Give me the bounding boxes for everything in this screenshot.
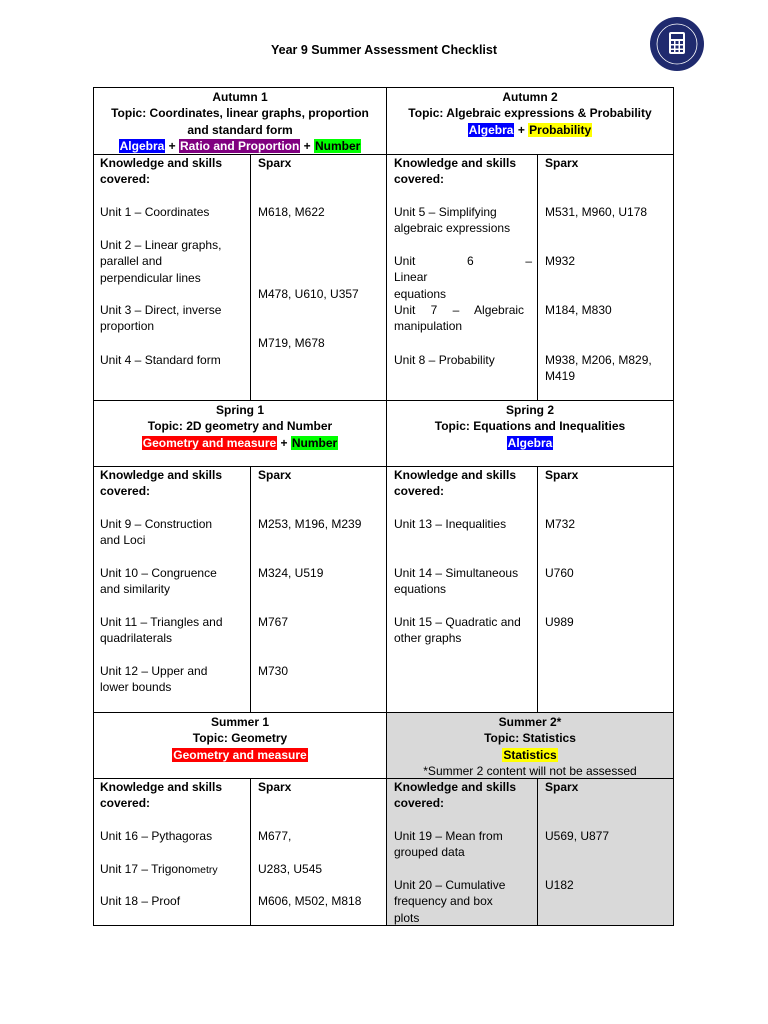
autumn-1-sparx-cell — [250, 154, 387, 401]
unit-8: Unit 8 – Probability — [394, 353, 495, 367]
term-title: Summer 2* — [498, 715, 562, 729]
strand-algebra: Algebra — [507, 435, 553, 450]
strand-number: Number — [291, 435, 338, 450]
sparx-heading: Sparx — [258, 468, 292, 482]
term-title: Summer 1 — [210, 715, 270, 729]
unit-13: Unit 13 – Inequalities — [394, 517, 507, 531]
sparx-heading: Sparx — [545, 468, 579, 482]
unit-7: Unit 7 – Algebraic manipulation — [394, 303, 525, 334]
strand-tags — [387, 435, 673, 451]
spring-2-sparx-cell — [537, 466, 674, 713]
strand-tags: Algebra + Probability — [468, 122, 592, 137]
knowledge-heading: Knowledge and skills covered: — [394, 156, 517, 187]
strand-geometry: Geometry and measure — [142, 435, 277, 450]
knowledge-heading: Knowledge and skills covered: — [394, 780, 517, 811]
unit-16: Unit 16 – Pythagoras — [100, 829, 213, 843]
topic-line-1: Topic: Algebraic expressions & Probability — [408, 106, 652, 121]
sparx-unit-10: M324, U519 — [258, 566, 324, 580]
unit-10: Unit 10 – Congruence and similarity — [100, 566, 217, 597]
term-title: Spring 2 — [505, 403, 554, 417]
term-title: Spring 1 — [215, 403, 264, 417]
unit-17: Unit 17 – Trigonometry — [100, 862, 218, 876]
spring-1-header — [93, 400, 387, 467]
sparx-unit-7: M184, M830 — [545, 303, 612, 317]
spring-2-header — [386, 400, 674, 467]
autumn-1-header — [93, 87, 387, 155]
unit-11: Unit 11 – Triangles and quadrilaterals — [100, 615, 223, 646]
knowledge-heading: Knowledge and skills covered: — [100, 156, 223, 187]
calculator-icon — [649, 16, 705, 72]
unit-3: Unit 3 – Direct, inverse proportion — [100, 303, 222, 334]
topic-line-2: and standard form — [187, 122, 293, 137]
assessment-note: *Summer 2 content will not be assessed — [423, 763, 637, 778]
sparx-unit-19: U569, U877 — [545, 829, 610, 843]
sparx-unit-12: M730 — [258, 664, 289, 678]
unit-18: Unit 18 – Proof — [100, 894, 181, 908]
sparx-unit-4: M719, M678 — [258, 336, 325, 350]
autumn-2-header — [386, 87, 674, 155]
knowledge-heading: Knowledge and skills covered: — [394, 468, 517, 499]
sparx-unit-14: U760 — [545, 566, 574, 580]
sparx-heading: Sparx — [258, 156, 292, 170]
sparx-heading: Sparx — [545, 156, 579, 170]
topic-line-1: Topic: Coordinates, linear graphs, proportion — [111, 106, 369, 121]
strand-tags — [387, 747, 673, 763]
strand-tags — [94, 747, 386, 763]
sparx-unit-9: M253, M196, M239 — [258, 517, 362, 531]
strand-number: Number — [315, 138, 361, 153]
sparx-unit-15: U989 — [545, 615, 574, 629]
unit-2: Unit 2 – Linear graphs, parallel and perpendicular lines — [100, 238, 222, 285]
unit-14: Unit 14 – Simultaneous equations — [394, 566, 519, 597]
document-title: Year 9 Summer Assessment Checklist — [270, 43, 498, 57]
strand-algebra: Algebra — [468, 122, 514, 137]
strand-algebra: Algebra — [119, 138, 165, 153]
topic-line-1: Topic: 2D geometry and Number — [147, 419, 333, 434]
sparx-unit-1: M618, M622 — [258, 205, 325, 219]
summer-1-header — [93, 712, 387, 779]
sparx-unit-16: M677, — [258, 829, 292, 843]
unit-5: Unit 5 – Simplifying algebraic expressions — [394, 205, 511, 236]
strand-ratio: Ratio and Proportion — [180, 138, 300, 153]
topic-line-1: Topic: Equations and Inequalities — [434, 419, 626, 434]
term-title: Autumn 2 — [502, 90, 558, 104]
sparx-heading: Sparx — [545, 780, 579, 794]
unit-4: Unit 4 – Standard form — [100, 353, 221, 367]
strand-statistics: Statistics — [503, 747, 557, 762]
sparx-unit-17: U283, U545 — [258, 862, 323, 876]
sparx-unit-3: M478, U610, U357 — [258, 287, 359, 301]
unit-9: Unit 9 – Construction and Loci — [100, 517, 213, 548]
school-logo — [649, 16, 705, 72]
strand-tags: Algebra + Ratio and Proportion + Number — [119, 138, 361, 153]
unit-19: Unit 19 – Mean from grouped data — [394, 829, 503, 860]
strand-probability: Probability — [529, 122, 592, 137]
sparx-unit-11: M767 — [258, 615, 289, 629]
topic-line-1: Topic: Statistics — [484, 731, 576, 746]
sparx-unit-8: M938, M206, M829, M419 — [545, 353, 652, 384]
sparx-heading: Sparx — [258, 780, 292, 794]
knowledge-heading: Knowledge and skills covered: — [100, 780, 223, 811]
sparx-unit-5: M531, M960, U178 — [545, 205, 648, 219]
strand-tags: Geometry and measure + Number — [142, 435, 338, 450]
topic-line-1: Topic: Geometry — [192, 731, 288, 746]
term-title: Autumn 1 — [212, 90, 268, 104]
sparx-unit-13: M732 — [545, 517, 576, 531]
unit-20: Unit 20 – Cumulative frequency and box plots — [394, 878, 506, 925]
strand-geometry: Geometry and measure — [173, 747, 307, 762]
summer-2-sparx-cell — [537, 778, 674, 926]
unit-15: Unit 15 – Quadratic and other graphs — [394, 615, 521, 646]
knowledge-heading: Knowledge and skills covered: — [100, 468, 223, 499]
sparx-unit-18: M606, M502, M818 — [258, 894, 362, 908]
sparx-unit-20: U182 — [545, 878, 574, 892]
unit-12: Unit 12 – Upper and lower bounds — [100, 664, 208, 695]
summer-2-header — [386, 712, 674, 779]
sparx-unit-6: M932 — [545, 254, 576, 268]
unit-6: Unit 6 – Linear equations — [394, 254, 532, 301]
unit-1: Unit 1 – Coordinates — [100, 205, 210, 219]
